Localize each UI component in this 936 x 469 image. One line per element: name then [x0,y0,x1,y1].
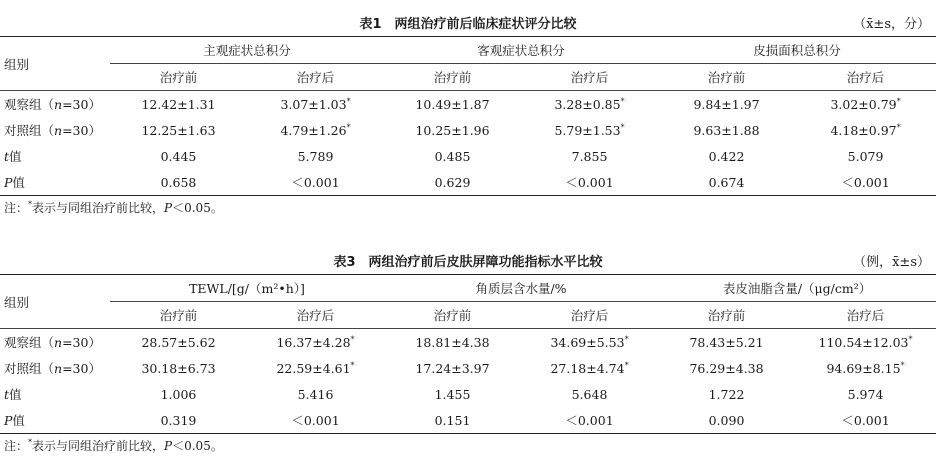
table-cell: 4.18±0.97* [830,122,901,138]
table-cell: 5.974 [847,386,884,402]
table-3-subheader: 治疗后 [521,302,658,329]
table-cell: 110.54±12.03* [818,334,913,350]
table-cell: ＜0.001 [521,169,658,196]
table-cell: 5.416 [297,386,334,402]
table-3-subheader: 治疗前 [384,302,521,329]
table-cell: 12.42±1.31 [141,96,216,112]
table-3-col-group-2: 角质层含水量/% [384,275,658,302]
row-label: 对照组（n=30） [4,361,101,376]
table-3-header-row-2 [0,302,936,329]
note-star: * [28,200,33,209]
table-cell: 5.648 [571,386,608,402]
table-cell: 7.855 [571,148,608,164]
table-row [0,91,936,118]
table-cell: 4.79±1.26* [280,122,351,138]
row-label-n: n [54,335,63,350]
row-label: P值 [0,407,110,434]
row-label: 观察组（n=30） [4,97,101,112]
table-cell: 0.629 [384,169,521,196]
table-row [0,143,936,169]
table-1-header-row-2 [0,64,936,91]
table-cell: 12.25±1.63 [141,122,216,138]
table-cell: 0.485 [434,148,471,164]
table-cell: 34.69±5.53* [550,334,629,350]
table-1-title-row [0,14,936,36]
table-1-subheader: 治疗后 [521,64,658,91]
table-3-subheader: 治疗前 [658,302,795,329]
significance-mark: * [346,122,351,132]
table-cell: 17.24±3.97 [415,360,490,376]
significance-mark: * [624,360,629,370]
table-cell: 1.722 [708,386,745,402]
row-label: t值 [4,149,22,164]
table-cell: 0.090 [658,407,795,434]
table-cell: 0.319 [110,407,247,434]
table-3-col-group-1: TEWL/[g/（m²•h）] [110,275,384,302]
table-cell: ＜0.001 [521,407,658,434]
note-star: * [28,438,33,447]
table-1-group-header: 组别 [0,37,110,91]
significance-mark: * [350,360,355,370]
table-cell: 9.63±1.88 [693,122,760,138]
table-1-subheader: 治疗后 [795,64,936,91]
table-1-col-group-2: 客观症状总积分 [384,37,658,64]
table-1-subheader: 治疗前 [384,64,521,91]
table-cell: 5.079 [847,148,884,164]
table-row [0,117,936,143]
significance-mark: * [624,334,629,344]
table-cell: 0.151 [384,407,521,434]
table-cell: 5.789 [297,148,334,164]
table-3-unit: （例，x̄±s） [853,255,930,270]
table-3-note: 注：*表示与同组治疗前比较，P＜0.05。 [4,438,223,453]
table-1-col-group-3: 皮损面积总积分 [658,37,936,64]
table-3-subheader: 治疗后 [795,302,936,329]
table-3-subheader: 治疗后 [247,302,384,329]
table-cell: 78.43±5.21 [689,334,764,350]
table-cell: 94.69±8.15* [826,360,905,376]
table-cell: 16.37±4.28* [276,334,355,350]
table-3-title-row [0,252,936,274]
table-row [0,381,936,407]
note-p: P [164,439,173,453]
table-cell: 28.57±5.62 [141,334,216,350]
table-1-unit: （x̄±s，分） [853,17,930,32]
table-cell: ＜0.001 [247,407,384,434]
table-1-header-row-1 [0,37,936,64]
significance-mark: * [896,96,901,106]
table-cell: ＜0.001 [795,407,936,434]
table-cell: 0.658 [110,169,247,196]
row-label-stat: t [4,387,10,402]
table-cell: 30.18±6.73 [141,360,216,376]
significance-mark: * [896,122,901,132]
table-1-col-group-1: 主观症状总积分 [110,37,384,64]
table-cell: ＜0.001 [795,169,936,196]
table-3-group-header: 组别 [0,275,110,329]
row-label: P值 [0,169,110,196]
table-cell: 5.79±1.53* [554,122,625,138]
table-row [0,329,936,356]
table-1-title: 表1 两组治疗前后临床症状评分比较 [359,17,577,32]
row-label-stat: t [4,149,10,164]
row-label-stat: P [4,413,13,428]
table-3-header-row-1 [0,275,936,302]
table-cell: 3.02±0.79* [830,96,901,112]
table-1-subheader: 治疗后 [247,64,384,91]
table-cell: 1.006 [160,386,197,402]
table-3-col-group-3: 表皮油脂含量/（μg/cm²） [658,275,936,302]
table-cell: 27.18±4.74* [550,360,629,376]
table-cell: ＜0.001 [247,169,384,196]
table-3-body [0,329,936,434]
table-cell: 10.25±1.96 [415,122,490,138]
table-1 [0,14,936,220]
table-row [0,407,936,434]
significance-mark: * [350,334,355,344]
table-1-grid [0,36,936,196]
table-cell: 1.455 [434,386,471,402]
table-1-subheader: 治疗前 [110,64,247,91]
table-3-title: 表3 两组治疗前后皮肤屏障功能指标水平比较 [333,255,603,270]
table-3-subheader: 治疗前 [110,302,247,329]
table-cell: 0.422 [708,148,745,164]
row-label-n: n [54,97,63,112]
table-1-note: 注：*表示与同组治疗前比较，P＜0.05。 [4,200,223,215]
row-label: t值 [4,387,22,402]
row-label-n: n [54,123,63,138]
significance-mark: * [620,122,625,132]
table-cell: 22.59±4.61* [276,360,355,376]
table-cell: 76.29±4.38 [689,360,764,376]
row-label: 对照组（n=30） [4,123,101,138]
table-cell: 9.84±1.97 [693,96,760,112]
table-1-body [0,91,936,196]
table-cell: 3.28±0.85* [554,96,625,112]
significance-mark: * [900,360,905,370]
table-3-grid [0,274,936,434]
note-p: P [164,201,173,215]
table-cell: 18.81±4.38 [415,334,490,350]
table-cell: 0.445 [160,148,197,164]
significance-mark: * [620,96,625,106]
table-3 [0,252,936,458]
table-cell: 10.49±1.87 [415,96,490,112]
table-cell: 3.07±1.03* [280,96,351,112]
row-label-stat: P [4,175,13,190]
table-cell: 0.674 [658,169,795,196]
row-label-n: n [54,361,63,376]
row-label: 观察组（n=30） [4,335,101,350]
table-row [0,355,936,381]
significance-mark: * [346,96,351,106]
table-1-subheader: 治疗前 [658,64,795,91]
significance-mark: * [908,334,913,344]
table-row [0,169,936,196]
